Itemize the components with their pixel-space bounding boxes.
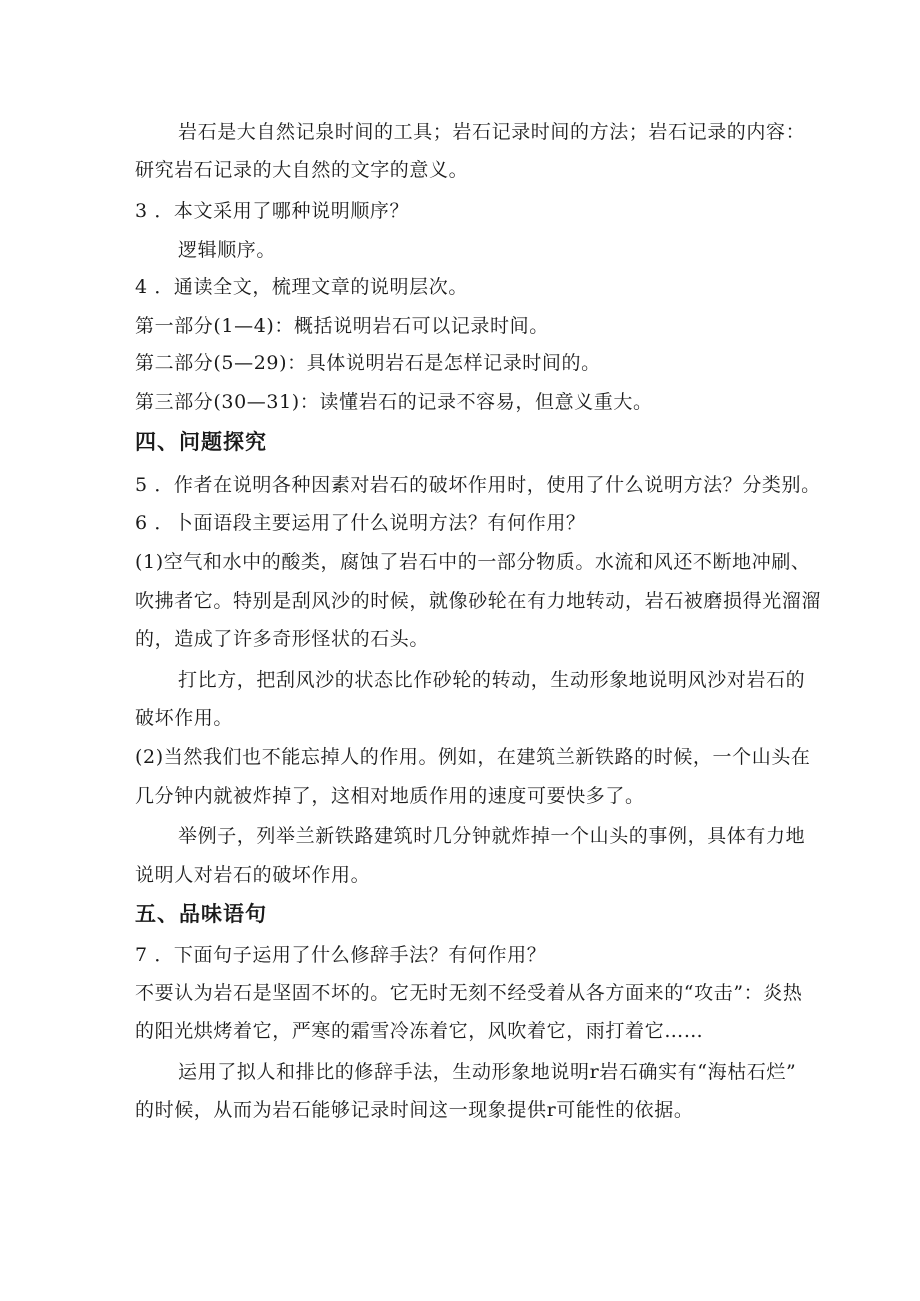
paragraph-line: 岩石是大自然记泉时间的工具；岩石记录时间的方法；岩石记录的内容：	[178, 121, 806, 143]
question-5: 5 ．作者在说明各种因素对岩石的破坏作用时，使用了什么说明方法？分类别。	[135, 474, 821, 496]
answer-line: 打比方，把刮风沙的状态比作砂轮的转动，生动形象地说明风沙对岩石的	[178, 669, 806, 691]
answer-line: 的时候，从而为岩石能够记录时间这一现象提供r可能性的依据。	[135, 1099, 694, 1121]
section-part-2: 第二部分(5—29)：具体说明岩石是怎样记录时间的。	[135, 352, 601, 374]
passage-line: 吹拂者它。特别是刮风沙的时候，就像砂轮在有力地转动，岩石被磨损得光溜溜	[135, 590, 822, 612]
passage-line: 的，造成了许多奇形怪状的石头。	[135, 628, 430, 650]
passage-line: 的阳光烘烤着它，严寒的霜雪冷冻着它，风吹着它，雨打着它……	[135, 1020, 704, 1042]
answer-line: 举例子，列举兰新铁路建筑时几分钟就炸掉一个山头的事例，具体有力地	[178, 825, 806, 847]
passage-line: (2)当然我们也不能忘掉人的作用。例如，在建筑兰新铁路的时候，一个山头在	[135, 746, 811, 768]
passage-line: 几分钟内就被炸掉了，这相对地质作用的速度可要快多了。	[135, 785, 645, 807]
answer-line: 运用了拟人和排比的修辞手法，生动形象地说明r岩石确实有“海枯石烂”	[178, 1061, 797, 1083]
question-7: 7 ．下面句子运用了什么修辞手法？有何作用？	[135, 944, 547, 966]
paragraph-line: 研究岩石记录的大自然的文字的意义。	[135, 159, 469, 181]
passage-line: 不要认为岩石是坚固不坏的。它无时无刻不经受着从各方面来的“攻击”：炎热	[135, 982, 803, 1004]
answer-line: 逻辑顺序。	[178, 239, 277, 261]
question-3: 3 ．本文采用了哪种说明顺序？	[135, 200, 410, 222]
passage-line: (1)空气和水中的酸类，腐蚀了岩石中的一部分物质。水流和风还不断地冲刷、	[135, 551, 811, 573]
section-part-1: 第一部分(1—4)：概括说明岩石可以记录时间。	[135, 315, 549, 337]
section-part-3: 第三部分(30—31)：读懂岩石的记录不容易，但意义重大。	[135, 391, 653, 413]
heading-5: 五、品味语句	[135, 902, 267, 926]
question-6: 6 ．卜面语段主要运用了什么说明方法？有何作用？	[135, 512, 586, 534]
answer-line: 说明人对岩石的破坏作用。	[135, 864, 371, 886]
question-4: 4 ．通读全文，梳理文章的说明层次。	[135, 276, 468, 298]
answer-line: 破坏作用。	[135, 707, 234, 729]
heading-4: 四、问题探究	[135, 430, 267, 454]
